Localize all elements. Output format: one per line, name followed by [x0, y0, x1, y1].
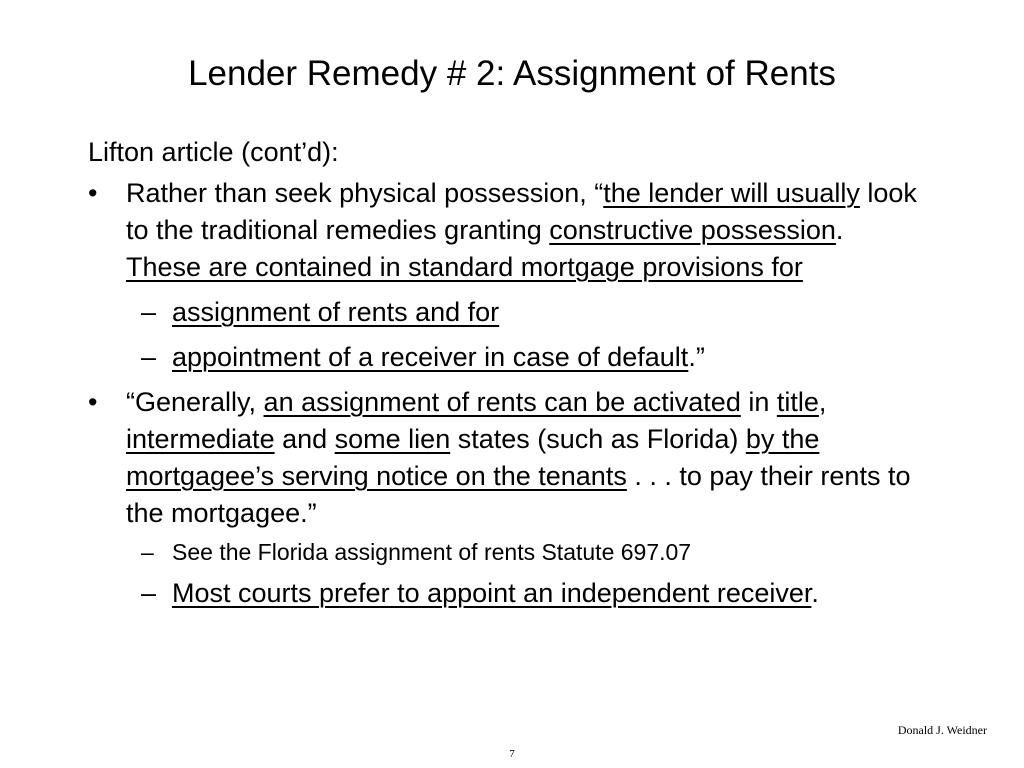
text-segment: . . . to pay their rents to the mortgagee.” — [126, 461, 911, 528]
sub-item-florida-statute — [88, 537, 918, 567]
underlined-segment: intermediate — [126, 424, 275, 454]
underlined-segment: appointment of a receiver in case of default — [172, 342, 689, 372]
text-segment: “Generally, — [126, 387, 264, 417]
text-segment: .” — [688, 342, 705, 372]
bullet-item-constructive-possession — [88, 175, 918, 286]
underlined-segment: Most courts prefer to appoint an independent receiver — [172, 578, 812, 608]
sub-item-appointment-of-receiver — [88, 339, 918, 376]
text-segment: in — [740, 387, 777, 417]
underlined-segment: constructive possession — [549, 215, 836, 245]
bullet-marker: • — [88, 178, 98, 208]
underlined-segment: These are contained in standard mortgage provisions for — [126, 252, 803, 282]
bullet-marker: • — [88, 387, 98, 417]
underlined-segment: by the mortgagee’s serving notice on the tenants — [126, 424, 820, 491]
author-footer: Donald J. Weidner — [897, 723, 987, 737]
text-segment: states (such as Florida) — [450, 424, 746, 454]
slide-title: Lender Remedy # 2: Assignment of Rents — [188, 54, 836, 93]
text-segment: . — [835, 215, 844, 245]
dash-marker: – — [141, 578, 157, 608]
sub-item-independent-receiver — [88, 575, 918, 612]
underlined-segment: title — [776, 387, 819, 417]
text-segment: . — [811, 578, 819, 608]
intro-line: Lifton article (cont’d): — [88, 137, 339, 167]
underlined-segment: assignment of rents and for — [172, 297, 500, 327]
page-number: 7 — [509, 748, 515, 760]
sub-item-assignment-of-rents — [88, 294, 918, 331]
text-segment: See the Florida assignment of rents Statute 697.07 — [172, 539, 692, 565]
text-segment: look to the traditional remedies granting — [126, 178, 917, 245]
text-segment: , — [818, 387, 827, 417]
underlined-segment: the lender will usually — [603, 178, 860, 208]
underlined-segment: an assignment of rents can be activated — [263, 387, 741, 417]
slide-body — [88, 134, 918, 612]
bullet-item-generally — [88, 384, 918, 532]
text-segment: Rather than seek physical possession, “ — [126, 178, 604, 208]
dash-marker: – — [141, 539, 154, 565]
dash-marker: – — [141, 297, 157, 327]
dash-marker: – — [141, 342, 157, 372]
text-segment: and — [274, 424, 335, 454]
underlined-segment: some lien — [334, 424, 451, 454]
